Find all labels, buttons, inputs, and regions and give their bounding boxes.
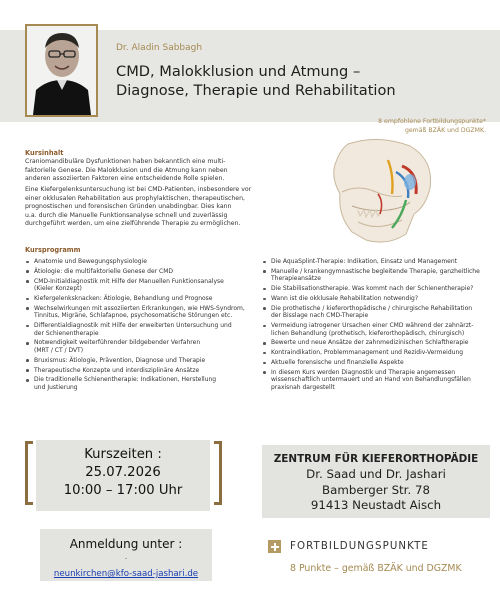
list-item: Bruxismus: Ätiologie, Prävention, Diagnose und Therapie xyxy=(25,357,255,365)
fortbildungspunkte-subtitle: 8 Punkte – gemäß BZÄK und DGZMK xyxy=(290,563,462,574)
list-item: Kiefergelenksknacken: Ätiologie, Behandlung und Prognose xyxy=(25,295,255,303)
list-item: Vermeidung iatrogener Ursachen einer CMD während der zahnärzt- lichen Behandlung (prothetisch, kieferorthopädisch, chirurgisch) xyxy=(262,322,492,337)
fortbildung-note xyxy=(378,118,486,135)
anmeldung-email-link[interactable]: neunkirchen@kfo-saad-jashari.de xyxy=(53,569,199,579)
kursprogramm-list-left xyxy=(25,258,255,394)
kurszeiten-box xyxy=(36,440,210,511)
kursprogramm-heading: Kursprogramm xyxy=(25,246,81,254)
list-item: Notwendigkeit weiterführender bildgebender Verfahren (MRT / CT / DVT) xyxy=(25,339,255,354)
list-item: Wechselwirkungen mit assoziierten Erkrankungen, wie HWS-Syndrom, Tinnitus, Migräne, Schlafapnoe, psychosomatische Störungen etc. xyxy=(25,305,255,320)
text-line: anderen assoziierten Faktoren eine entscheidende Rolle spielen. xyxy=(25,175,225,182)
list-item: Die prothetische / kieferorthopädische / chirurgische Rehabilitation der Bisslage nach CMD-Therapie xyxy=(262,305,492,320)
list-item: Wann ist die okklusale Rehabilitation notwendig? xyxy=(262,295,492,303)
zentrum-doctors: Dr. Saad und Dr. Jashari xyxy=(306,467,446,481)
list-item: Aktuelle forensische und finanzielle Aspekte xyxy=(262,359,492,367)
text-line: durchgeführt werden, um eine zielführende Therapie zu ermöglichen. xyxy=(25,220,241,227)
fortbildung-note-line: 8 empfohlene Fortbildungspunkte* xyxy=(378,118,486,125)
kursinhalt-paragraph-2 xyxy=(25,186,275,229)
list-item: CMD-Initialdiagnostik mit Hilfe der Manuellen Funktionsanalyse (Kieler Konzept) xyxy=(25,278,255,293)
list-item: Die traditionelle Schienentherapie: Indikationen, Herstellung und Justierung xyxy=(25,376,255,391)
author-name: Dr. Aladin Sabbagh xyxy=(116,43,203,53)
zentrum-box xyxy=(262,445,490,518)
zentrum-name: ZENTRUM FÜR KIEFERORTHOPÄDIE xyxy=(273,453,479,465)
list-item: Anatomie und Bewegungsphysiologie xyxy=(25,258,255,266)
zentrum-city: 91413 Neustadt Aisch xyxy=(310,498,442,512)
kurszeiten-date: 25.07.2026 xyxy=(85,465,161,480)
list-item: Manuelle / krankengymnastische begleitende Therapie, ganzheitliche Therapieansätze xyxy=(262,268,492,283)
kurszeiten-label: Kurszeiten : xyxy=(84,447,162,462)
kursinhalt-paragraph-1 xyxy=(25,158,265,184)
list-item: Kontraindikation, Problemmanagement und Rezidiv-Vermeidung xyxy=(262,349,492,357)
author-photo xyxy=(25,24,98,117)
text-line: einer okklusalen Rehabilitation aus prophylaktischen, therapeutischen, xyxy=(25,194,245,202)
list-item: Bewerte und neue Ansätze der zahnmedizinischen Schlaftherapie xyxy=(262,339,492,347)
list-item: In diesem Kurs werden Diagnostik und Therapie angemessen wissenschaftlich untermauert und an Hand von Behandlungsfällen praxisnah dargestellt xyxy=(262,369,492,392)
plus-icon xyxy=(268,540,281,553)
list-item: Differentialdiagnostik mit Hilfe der erweiterten Untersuchung und der Schienentherapie xyxy=(25,322,255,337)
anmeldung-label: Anmeldung unter : xyxy=(69,537,183,551)
page-title xyxy=(116,62,486,100)
title-line: Diagnose, Therapie und Rehabilitation xyxy=(116,82,396,99)
anmeldung-box xyxy=(40,529,212,581)
fortbildung-note-line: gemäß BZÄK und DGZMK. xyxy=(404,126,486,134)
text-line: faktorielle Genese. Die Malokklusion und die Atmung kann neben xyxy=(25,166,228,174)
text-line: Craniomandibuläre Dysfunktionen haben bekanntlich eine multi- xyxy=(25,158,226,165)
title-line: CMD, Malokklusion und Atmung – xyxy=(116,63,361,80)
text-line: u.a. durch die Manuelle Funktionsanalyse schnell und zuverlässig xyxy=(25,211,228,219)
list-item: Therapeutische Konzepte und interdisziplinäre Ansätze xyxy=(25,367,255,375)
list-item: Die Stabilisationstherapie. Was kommt nach der Schienentherapie? xyxy=(262,285,492,293)
skull-illustration xyxy=(318,136,438,250)
kursinhalt-heading: Kursinhalt xyxy=(25,149,64,157)
kurszeiten-time: 10:00 – 17:00 Uhr xyxy=(63,483,183,498)
kursprogramm-list-right xyxy=(262,258,492,394)
left-bracket xyxy=(25,441,33,505)
anmeldung-dot: . xyxy=(124,552,128,561)
list-item: Ätiologie: die multifaktorielle Genese der CMD xyxy=(25,268,255,276)
right-bracket xyxy=(214,441,222,505)
text-line: prognostischen und forensischen Gründen unabdingbar. Dies kann xyxy=(25,203,232,210)
text-line: Eine Kiefergelenksuntersuchung ist bei CMD-Patienten, insbesondere vor xyxy=(25,186,252,193)
zentrum-street: Bamberger Str. 78 xyxy=(322,482,430,497)
list-item: Die AquaSplint-Therapie: Indikation, Einsatz und Management xyxy=(262,258,492,266)
fortbildungspunkte-title: FORTBILDUNGSPUNKTE xyxy=(290,541,429,552)
